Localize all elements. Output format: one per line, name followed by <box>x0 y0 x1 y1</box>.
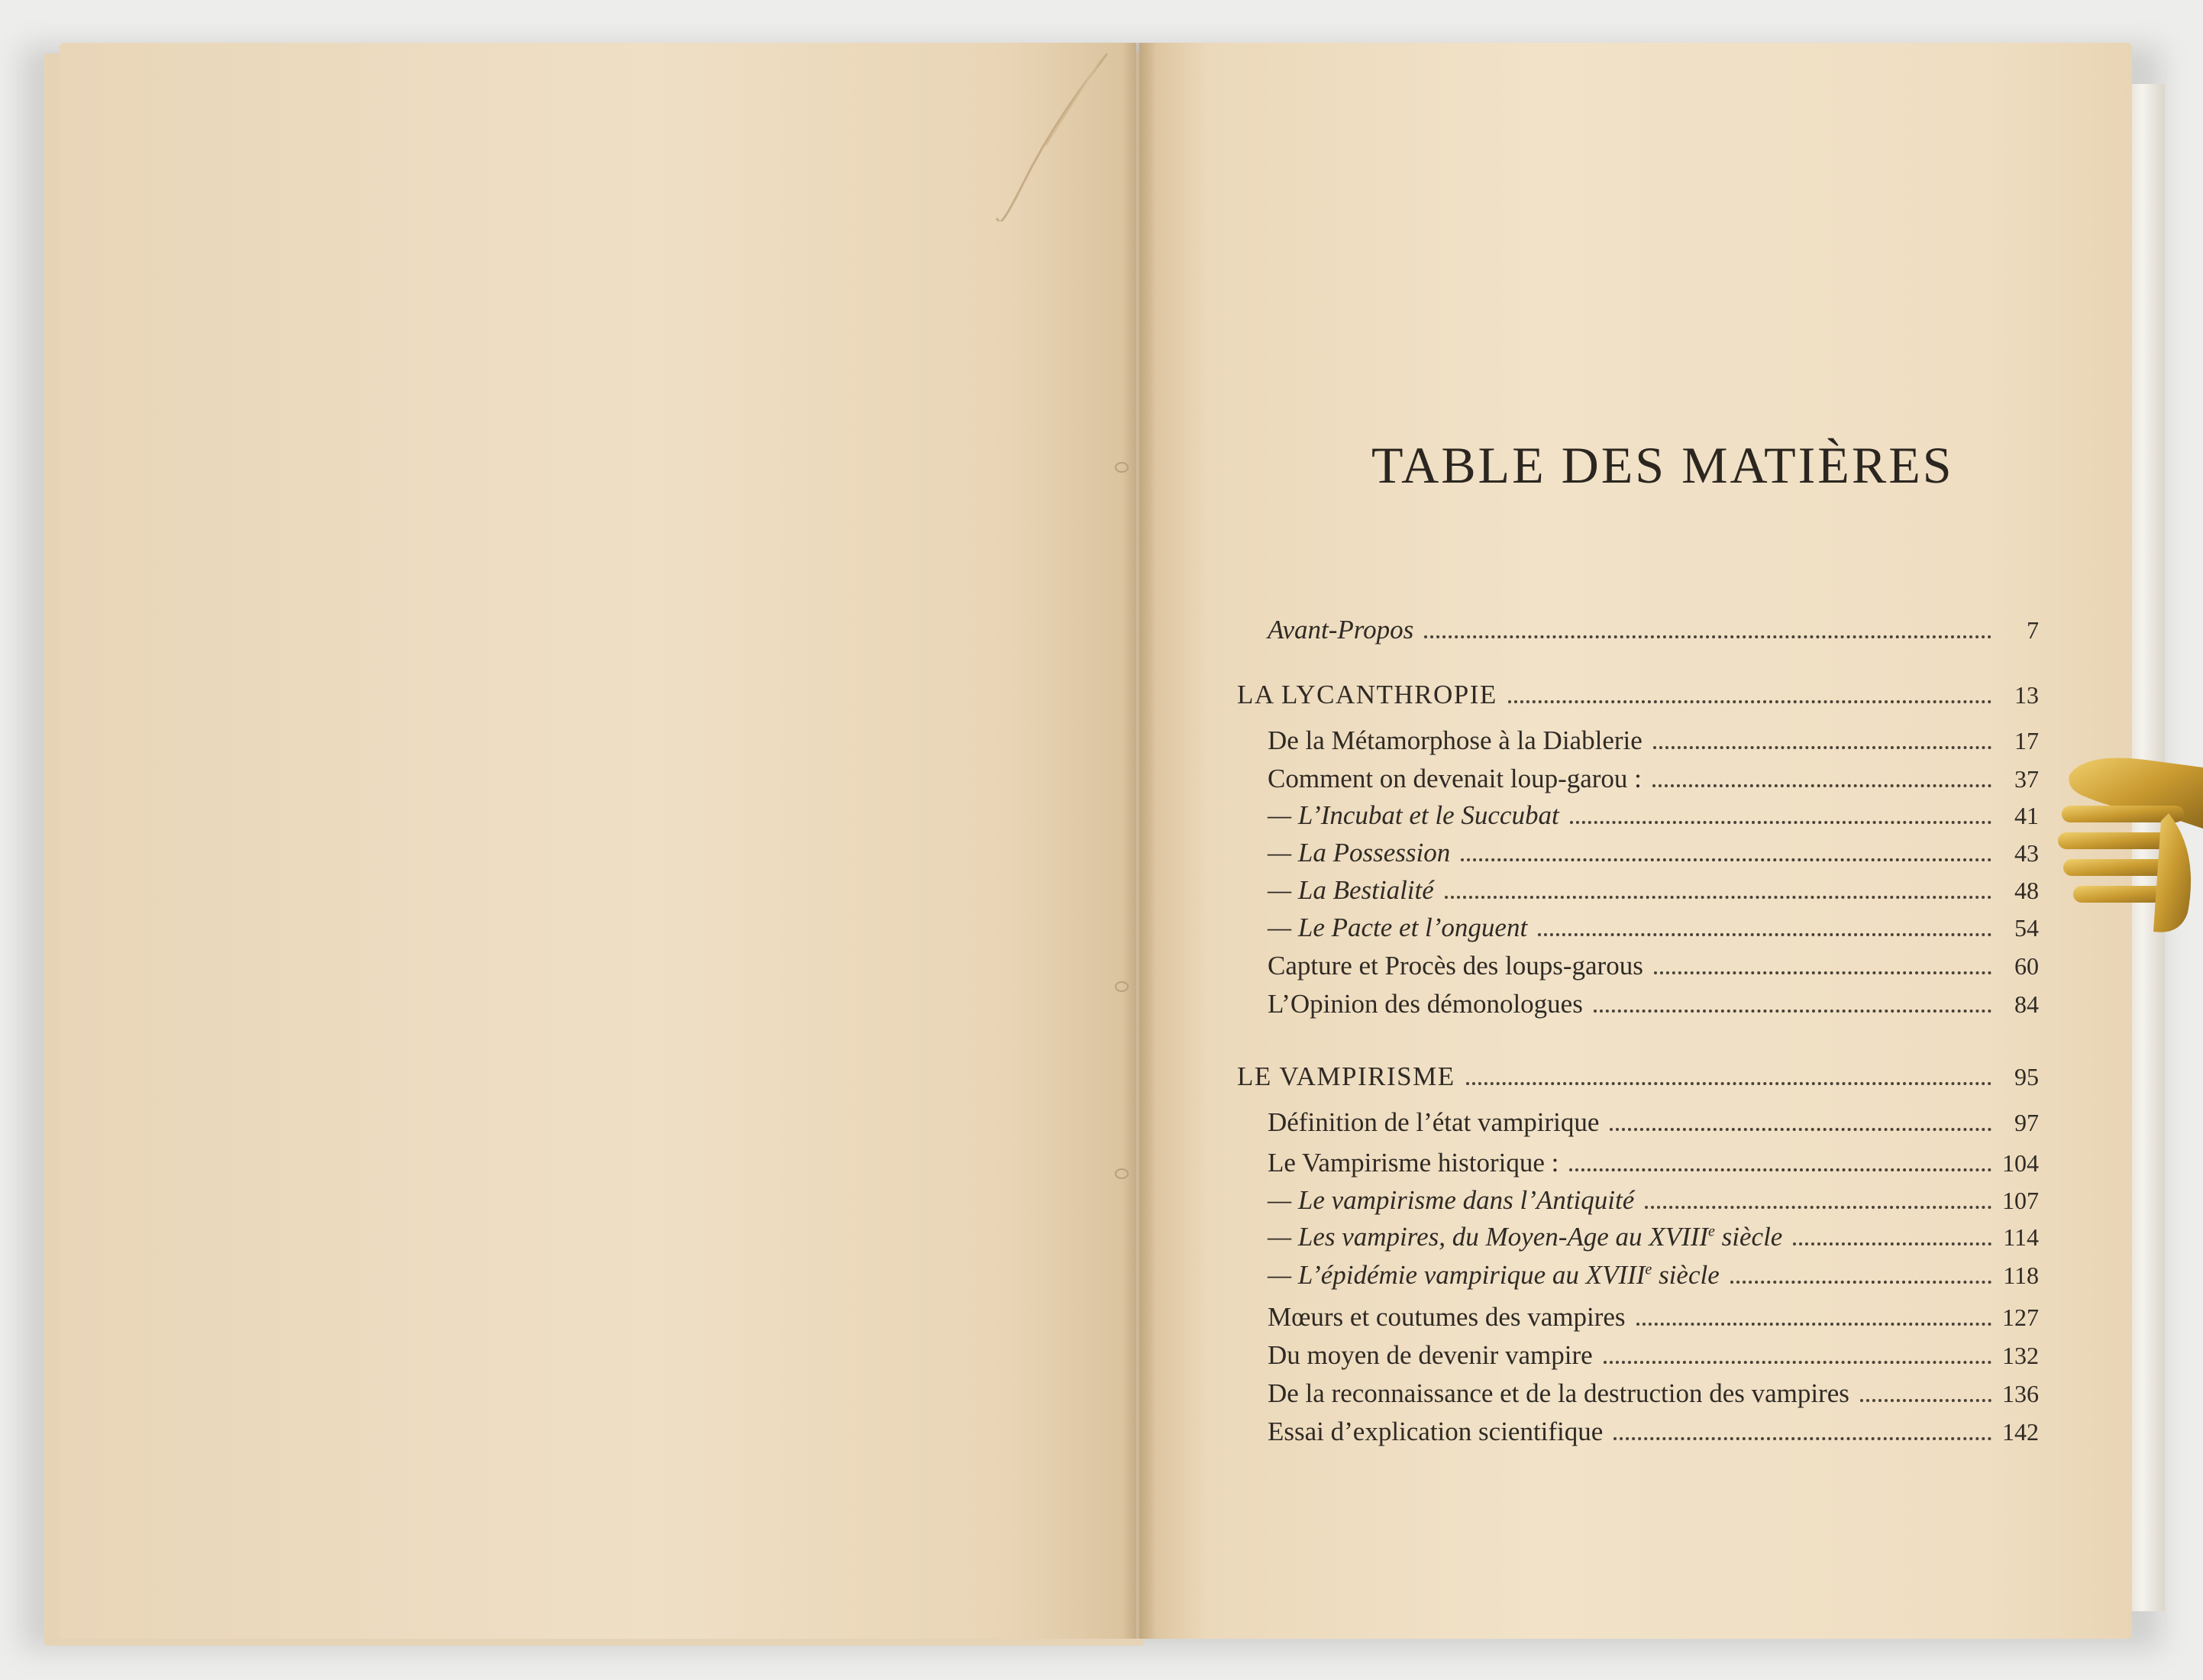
toc-entry-label: LE VAMPIRISME <box>1237 1061 1455 1091</box>
toc-entry-label: Mœurs et coutumes des vampires <box>1268 1302 1626 1332</box>
toc-page-number: 13 <box>2014 681 2039 709</box>
toc-entry-label: Du moyen de devenir vampire <box>1268 1340 1593 1370</box>
toc-entry-label: Essai d’explication scientifique <box>1268 1417 1604 1446</box>
brass-hand-page-clip-icon <box>2054 745 2203 943</box>
toc-page-number: 95 <box>2014 1063 2039 1090</box>
toc-entry-label: — L’Incubat et le Succubat <box>1268 800 1559 830</box>
toc-entry-label: Comment on devenait loup-garou : <box>1268 764 1642 793</box>
book-gutter <box>1122 43 1156 1639</box>
toc-entry-label: Avant-Propos <box>1268 615 1414 645</box>
toc-entry-label: — Le vampirisme dans l’Antiquité <box>1268 1185 1635 1215</box>
toc-page-number: 104 <box>2002 1149 2039 1177</box>
toc-page-number: 48 <box>2014 877 2039 904</box>
binding-stitch <box>1115 462 1129 473</box>
toc-page-number: 118 <box>2003 1262 2039 1289</box>
binding-stitch <box>1115 1168 1129 1179</box>
right-page <box>1139 43 2132 1639</box>
toc-page-number: 43 <box>2014 839 2039 867</box>
toc-page-number: 97 <box>2014 1109 2039 1136</box>
left-page-blank <box>60 43 1136 1639</box>
toc-page-number: 7 <box>2027 616 2039 644</box>
toc-entry-label: — La Bestialité <box>1268 875 1434 905</box>
toc-page-number: 114 <box>2003 1223 2039 1251</box>
toc-page-number: 37 <box>2014 765 2039 793</box>
paper-crease <box>993 53 1115 221</box>
toc-entry-label: Le Vampirisme historique : <box>1268 1148 1559 1178</box>
toc-entry-label: De la reconnaissance et de la destruction des vampires <box>1268 1378 1849 1408</box>
toc-entry-label: — Les vampires, du Moyen-Age au XVIIIe siècle <box>1268 1222 1783 1252</box>
toc-entry-label: LA LYCANTHROPIE <box>1237 680 1497 709</box>
toc-entry-label: De la Métamorphose à la Diablerie <box>1268 725 1643 755</box>
toc-page-number: 136 <box>2002 1380 2039 1407</box>
toc-page-number: 84 <box>2014 990 2039 1018</box>
binding-stitch <box>1115 981 1129 992</box>
toc-entry-label: L’Opinion des démonologues <box>1268 989 1583 1019</box>
toc-entry-label: — L’épidémie vampirique au XVIIIe siècle <box>1268 1260 1720 1290</box>
toc-page-number: 107 <box>2002 1187 2039 1214</box>
toc-entry-label: Définition de l’état vampirique <box>1268 1107 1600 1137</box>
toc-page-number: 54 <box>2014 914 2039 942</box>
toc-entry-label: Capture et Procès des loups-garous <box>1268 951 1643 981</box>
toc-page-number: 132 <box>2002 1342 2039 1369</box>
toc-page-number: 17 <box>2014 727 2039 754</box>
toc-page-number: 41 <box>2014 802 2039 829</box>
toc-page-number: 60 <box>2014 952 2039 980</box>
toc-entry-label: — La Possession <box>1268 838 1451 867</box>
page-title: TABLE DES MATIÈRES <box>1371 436 1954 494</box>
toc-entry-label: — Le Pacte et l’onguent <box>1268 913 1528 942</box>
toc-page-number: 142 <box>2002 1418 2039 1446</box>
toc-page-number: 127 <box>2002 1304 2039 1331</box>
